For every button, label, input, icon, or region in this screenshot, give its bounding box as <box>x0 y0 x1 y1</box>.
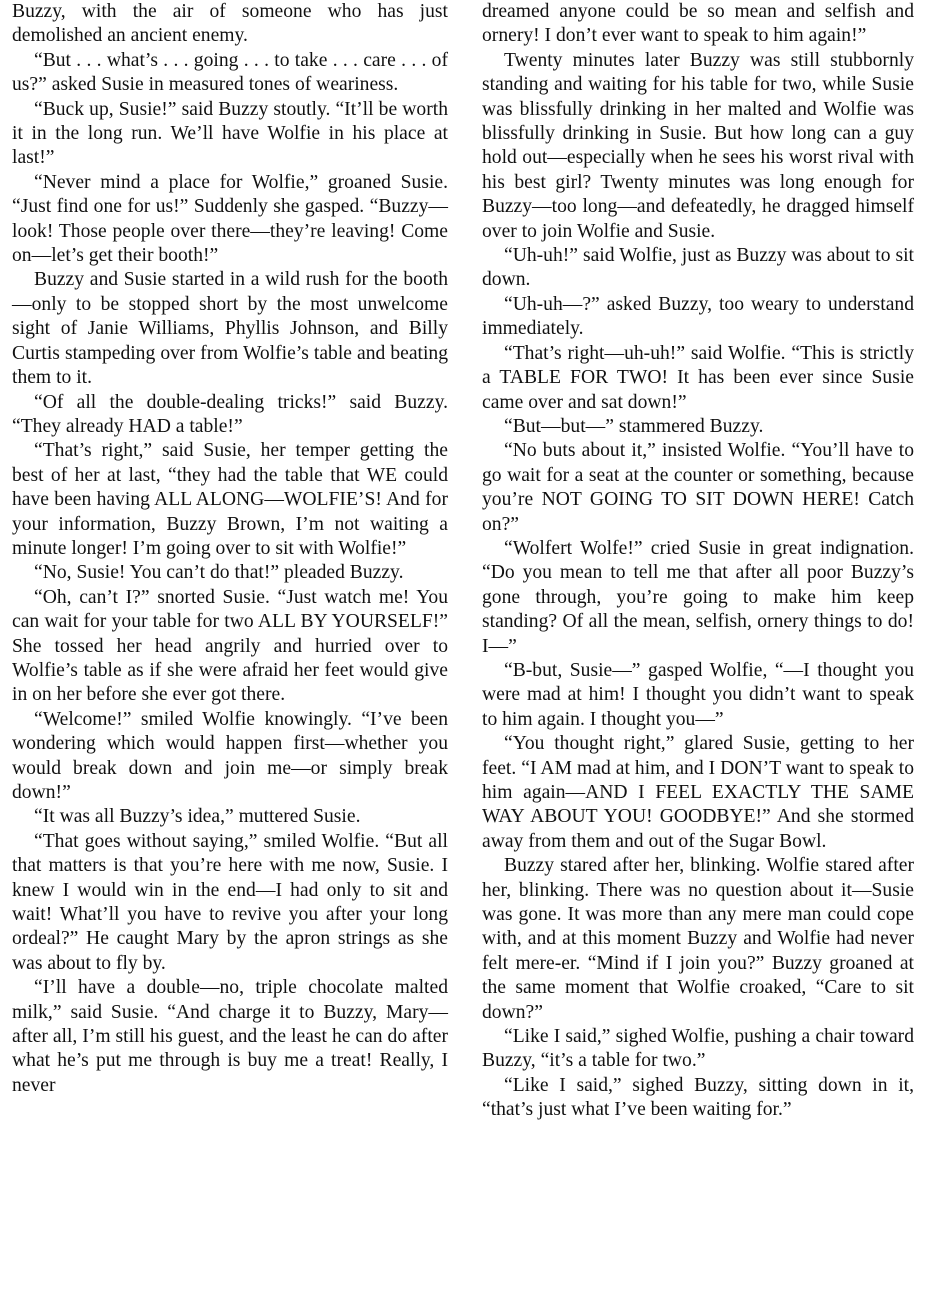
paragraph: “B-but, Susie—” gasped Wolfie, “—I thought you were mad at him! I thought you didn’t want to speak to him again. I thought you—” <box>482 659 914 730</box>
paragraph: “It was all Buzzy’s idea,” muttered Susie. <box>34 806 361 828</box>
paragraph: “Uh-uh—?” asked Buzzy, too weary to understand immediately. <box>482 293 914 340</box>
paragraph: “Like I said,” sighed Buzzy, sitting down in it, “that’s just what I’ve been waiting for.” <box>482 1074 914 1121</box>
paragraph: “You thought right,” glared Susie, getting to her feet. “I AM mad at him, and I DON’T want to speak to him again—AND I FEEL EXACTLY THE SAME WAY ABOUT YOU! GOODBYE!” And she stormed away from them and out of the Sugar Bowl. <box>482 733 914 852</box>
paragraph: “That’s right—uh-uh!” said Wolfie. “This is strictly a TABLE FOR TWO! It has been ever since Susie came over and sat down!” <box>482 342 914 413</box>
left-column <box>12 0 448 1098</box>
paragraph: “Never mind a place for Wolfie,” groaned Susie. “Just find one for us!” Suddenly she gasped. “Buzzy—look! Those people over there—they’re leaving! Come on—let’s get their booth!” <box>12 171 448 267</box>
paragraph: “Of all the double-dealing tricks!” said Buzzy. “They already HAD a table!” <box>12 391 448 437</box>
paragraph: “Oh, can’t I?” snorted Susie. “Just watch me! You can wait for your table for two ALL BY YOURSELF!” She tossed her head angrily and hurried over to Wolfie’s table as if she were afraid her feet would give in on her before she ever got there. <box>12 586 448 706</box>
paragraph: “I’ll have a double—no, triple chocolate malted milk,” said Susie. “And charge it to Buzzy, Mary—after all, I’m still his guest, and the least he can do after what he’s put me through is buy me a treat! Really, I never <box>12 977 448 1096</box>
paragraph: “Buck up, Susie!” said Buzzy stoutly. “It’ll be worth it in the long run. We’ll have Wolfie in his place at last!” <box>12 98 448 169</box>
paragraph: Buzzy, with the air of someone who has just demolished an ancient enemy. <box>12 1 448 47</box>
paragraph: dreamed anyone could be so mean and selfish and ornery! I don’t ever want to speak to him again!” <box>482 1 914 47</box>
paragraph: “But . . . what’s . . . going . . . to take . . . care . . . of us?” asked Susie in measured tones of weariness. <box>12 49 448 96</box>
paragraph: Twenty minutes later Buzzy was still stubbornly standing and waiting for his table for two, while Susie was blissfully drinking in her malted and Wolfie was blissfully drinking in Susie. But how long can a guy hold out—especially when he sees his worst rival with his best girl? Twenty minutes was long enough for Buzzy—too long—and defeatedly, he dragged himself over to join Wolfie and Susie. <box>482 49 914 242</box>
paragraph: Buzzy stared after her, blinking. Wolfie stared after her, blinking. There was no question about it—Susie was gone. It was more than any mere man could cope with, and at this moment Buzzy and Wolfie had never felt mere-er. “Mind if I join you?” Buzzy groaned at the same moment that Wolfie croaked, “Care to sit down?” <box>482 855 914 1023</box>
paragraph: “No, Susie! You can’t do that!” pleaded Buzzy. <box>34 562 404 584</box>
paragraph: “Welcome!” smiled Wolfie knowingly. “I’ve been wondering which would happen first—whether you would break down and join me—or simply break down!” <box>12 708 448 803</box>
paragraph: “But—but—” stammered Buzzy. <box>504 415 764 437</box>
right-column <box>482 0 914 1123</box>
paragraph: “Like I said,” sighed Wolfie, pushing a chair toward Buzzy, “it’s a table for two.” <box>482 1026 914 1072</box>
paragraph: “Wolfert Wolfe!” cried Susie in great indignation. “Do you mean to tell me that after all poor Buzzy’s gone through, you’re going to make him keep standing? Of all the mean, selfish, ornery things to do! I—” <box>482 537 914 657</box>
paragraph: “That’s right,” said Susie, her temper getting the best of her at last, “they had the table that WE could have been having ALL ALONG—WOLFIE’S! And for your information, Buzzy Brown, I’m not waiting a minute longer! I’m going over to sit with Wolfie!” <box>12 440 448 559</box>
paragraph: “Uh-uh!” said Wolfie, just as Buzzy was about to sit down. <box>482 245 914 291</box>
paragraph: Buzzy and Susie started in a wild rush for the booth—only to be stopped short by the most unwelcome sight of Janie Williams, Phyllis Johnson, and Billy Curtis stampeding over from Wolfie’s table and beating them to it. <box>12 269 448 389</box>
paragraph: “No buts about it,” insisted Wolfie. “You’ll have to go wait for a seat at the counter or something, because you’re NOT GOING TO SIT DOWN HERE! Catch on?” <box>482 440 914 535</box>
paragraph: “That goes without saying,” smiled Wolfie. “But all that matters is that you’re here with me now, Susie. I knew I would win in the end—I had only to sit and wait! What’ll you have to revive you after your long ordeal?” He caught Mary by the apron strings as she was about to fly by. <box>12 830 448 974</box>
